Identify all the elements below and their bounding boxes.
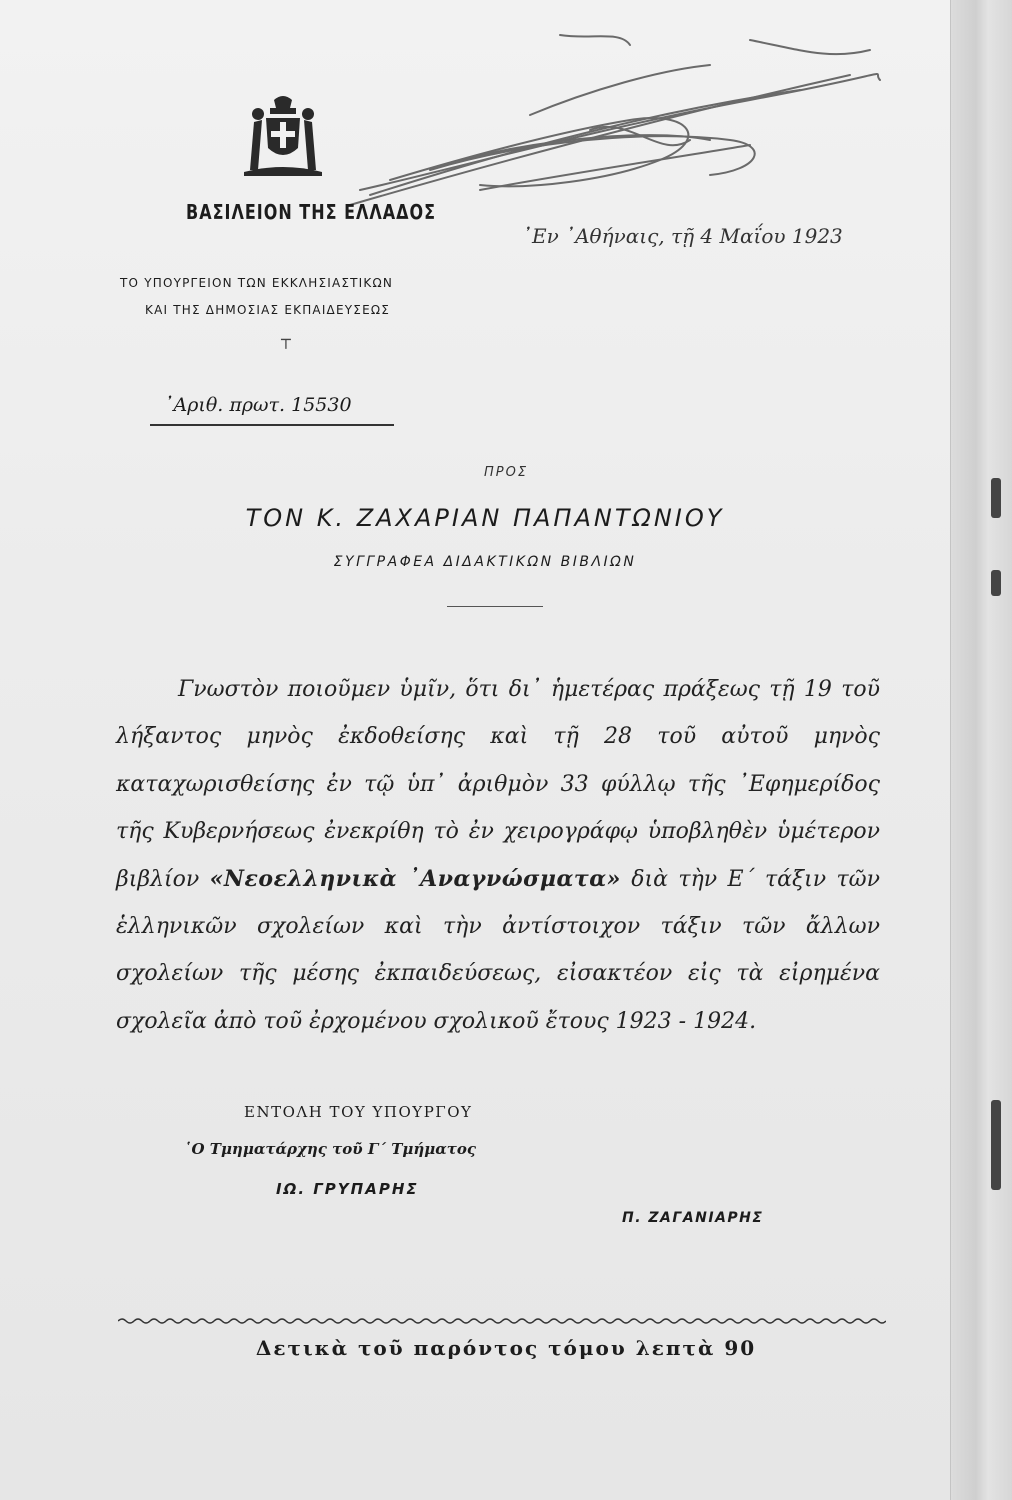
body-text-part-2: διὰ τὴν Ε΄ τάξιν τῶν ἑλληνικῶν σχολείων καὶ τὴν ἀντίστοιχον τάξιν τῶν ἄλλων σχολείων τῆς μέσης ἐκπαιδεύσεως, εἰσακτέον εἰς τὰ εἰρημένα σχολεῖα ἀπὸ τοῦ ἐρχομένου σχολικοῦ ἔτους 1923 - 1924.	[116, 866, 880, 1034]
signer-1: ΙΩ. ΓΡΥΠΑΡΗΣ	[276, 1180, 419, 1198]
price-line: Δετικὰ τοῦ παρόντος τόμου λεπτὰ 90	[255, 1336, 757, 1360]
protocol-underline	[150, 424, 394, 426]
recipient-name: ΤΟΝ Κ. ΖΑΧΑΡΙΑΝ ΠΑΠΑΝΤΩΝΙΟΥ	[245, 504, 725, 532]
binding-edge	[950, 0, 1012, 1500]
divider-rule	[447, 606, 543, 607]
wavy-divider	[118, 1316, 886, 1326]
protocol-number: ᾿Αριθ. πρωτ. 15530	[164, 394, 352, 416]
ornament-divider: ┬	[281, 330, 291, 349]
ministry-line-1: ΤΟ ΥΠΟΥΡΓΕΙΟΝ ΤΩΝ ΕΚΚΛΗΣΙΑΣΤΙΚΩΝ	[120, 276, 394, 290]
letter-body	[116, 666, 880, 1045]
signer-2: Π. ΖΑΓΑΝΙΑΡΗΣ	[622, 1210, 764, 1226]
binding-staple	[991, 570, 1001, 596]
kingdom-heading: ΒΑΣΙΛΕΙΟΝ ΤΗΣ ΕΛΛΑΔΟΣ	[186, 200, 437, 224]
coat-of-arms-emblem	[240, 92, 326, 178]
binding-staple	[991, 1100, 1001, 1190]
date-line: ᾿Εν ᾿Αθήναις, τῇ 4 Μαΐου 1923	[522, 224, 843, 248]
chief-title: ῾Ο Τμηματάρχης τοῦ Γ΄ Τμήματος	[184, 1140, 476, 1158]
body-text-part-1: Γνωστὸν ποιοῦμεν ὑμῖν, ὅτι δι᾿ ἡμετέρας πράξεως τῇ 19 τοῦ λήξαντος μηνὸς ἐκδοθείσης καὶ τῇ 28 τοῦ αὐτοῦ μηνὸς καταχωρισθείσης ἐν τῷ ὑπ᾿ ἀριθμὸν 33 φύλλῳ τῆς ᾿Εφημερίδος τῆς Κυβερνήσεως ἐνεκρίθη τὸ ἐν χειρογράφῳ ὑποβληθὲν ὑμέτερον βιβλίον	[116, 677, 880, 892]
book-title: «Νεοελληνικὰ ᾿Αναγνώσματα»	[209, 865, 621, 892]
ministry-line-2: ΚΑΙ ΤΗΣ ΔΗΜΟΣΙΑΣ ΕΚΠΑΙΔΕΥΣΕΩΣ	[145, 303, 390, 317]
recipient-title: ΣΥΓΓΡΑΦΕΑ ΔΙΔΑΚΤΙΚΩΝ ΒΙΒΛΙΩΝ	[333, 554, 637, 570]
binding-staple	[991, 478, 1001, 518]
order-label: ΕΝΤΟΛΗ ΤΟΥ ΥΠΟΥΡΓΟΥ	[244, 1103, 473, 1121]
pencil-scribble	[330, 20, 890, 220]
to-label: ΠΡΟΣ	[483, 465, 529, 480]
